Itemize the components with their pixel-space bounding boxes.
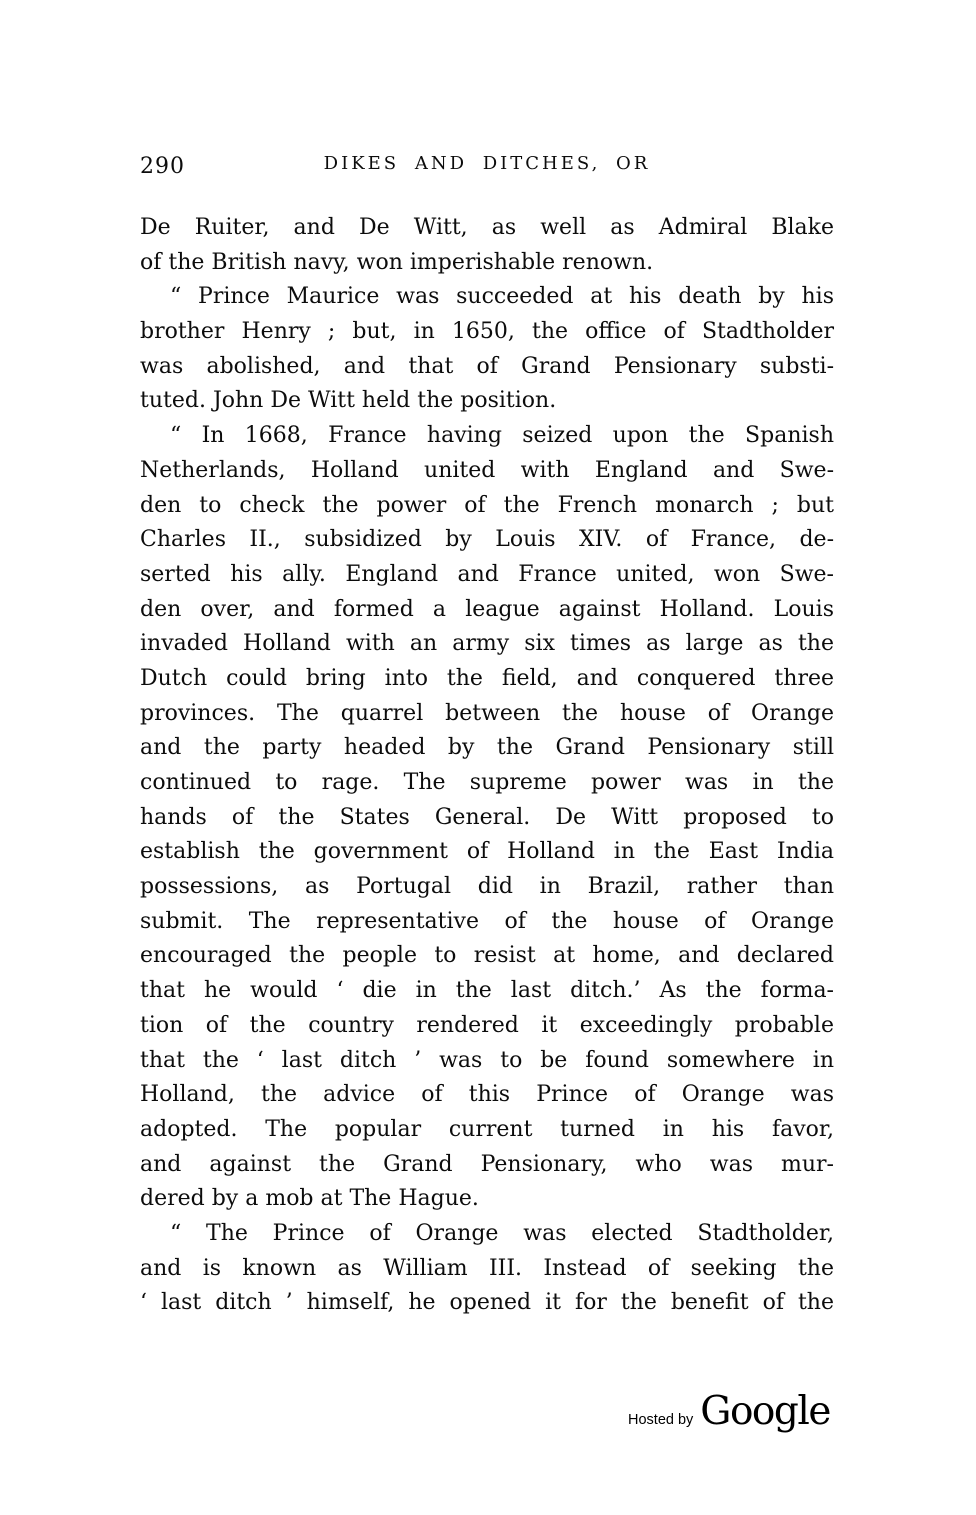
- text-line: adopted. The popular current turned in his favor,: [140, 1116, 834, 1142]
- text-line: Holland, the advice of this Prince of Orange was: [140, 1082, 834, 1108]
- google-logo: Google: [700, 1389, 830, 1434]
- page-body: [140, 211, 834, 1321]
- text-line: of the British navy, won imperishable renown.: [140, 249, 654, 275]
- text-line: brother Henry ; but, in 1650, the office of Stadtholder: [140, 319, 834, 345]
- text-line: encouraged the people to resist at home, and declared: [140, 943, 834, 969]
- text-line: Dutch could bring into the field, and conquered three: [140, 665, 834, 691]
- text-line: “ Prince Maurice was succeeded at his death by his: [170, 284, 834, 310]
- text-line: and is known as William III. Instead of seeking the: [140, 1255, 834, 1281]
- text-line: invaded Holland with an army six times as large as the: [140, 631, 834, 657]
- text-line: continued to rage. The supreme power was in the: [140, 770, 834, 795]
- text-line: that he would ‘ die in the last ditch.’ As the forma-: [140, 978, 834, 1004]
- text-line: den over, and formed a league against Holland. Louis: [140, 596, 834, 622]
- text-line: ‘ last ditch ’ himself, he opened it for the benefit of the: [140, 1290, 834, 1316]
- text-line: was abolished, and that of Grand Pensionary substi-: [140, 353, 834, 379]
- text-line: serted his ally. England and France united, won Swe-: [140, 561, 834, 587]
- text-line: Charles II., subsidized by Louis XIV. of France, de-: [140, 527, 834, 553]
- page-number: 290: [140, 154, 185, 179]
- page-header: [140, 153, 834, 185]
- text-line: “ In 1668, France having seized upon the Spanish: [170, 423, 834, 449]
- text-line: Netherlands, Holland united with England and Swe-: [140, 457, 834, 483]
- text-line: tuted. John De Witt held the position.: [140, 388, 557, 414]
- text-line: and against the Grand Pensionary, who was mur-: [140, 1151, 834, 1177]
- text-line: possessions, as Portugal did in Brazil, rather than: [140, 874, 834, 900]
- text-line: tion of the country rendered it exceedingly probable: [140, 1012, 834, 1038]
- hosted-by-label: Hosted by: [628, 1412, 694, 1428]
- text-line: dered by a mob at The Hague.: [140, 1186, 479, 1212]
- running-title: DIKES AND DITCHES, OR: [323, 153, 651, 174]
- watermark: [628, 1389, 830, 1434]
- text-line: submit. The representative of the house of Orange: [140, 908, 834, 934]
- text-line: provinces. The quarrel between the house of Orange: [140, 700, 834, 726]
- text-line: De Ruiter, and De Witt, as well as Admiral Blake: [140, 215, 834, 240]
- text-line: that the ‘ last ditch ’ was to be found somewhere in: [140, 1047, 834, 1073]
- text-line: and the party headed by the Grand Pensionary still: [140, 735, 834, 761]
- text-line: den to check the power of the French monarch ; but: [140, 492, 834, 518]
- text-line: establish the government of Holland in the East India: [140, 839, 834, 865]
- text-line: “ The Prince of Orange was elected Stadtholder,: [170, 1220, 834, 1246]
- text-line: hands of the States General. De Witt proposed to: [140, 804, 834, 830]
